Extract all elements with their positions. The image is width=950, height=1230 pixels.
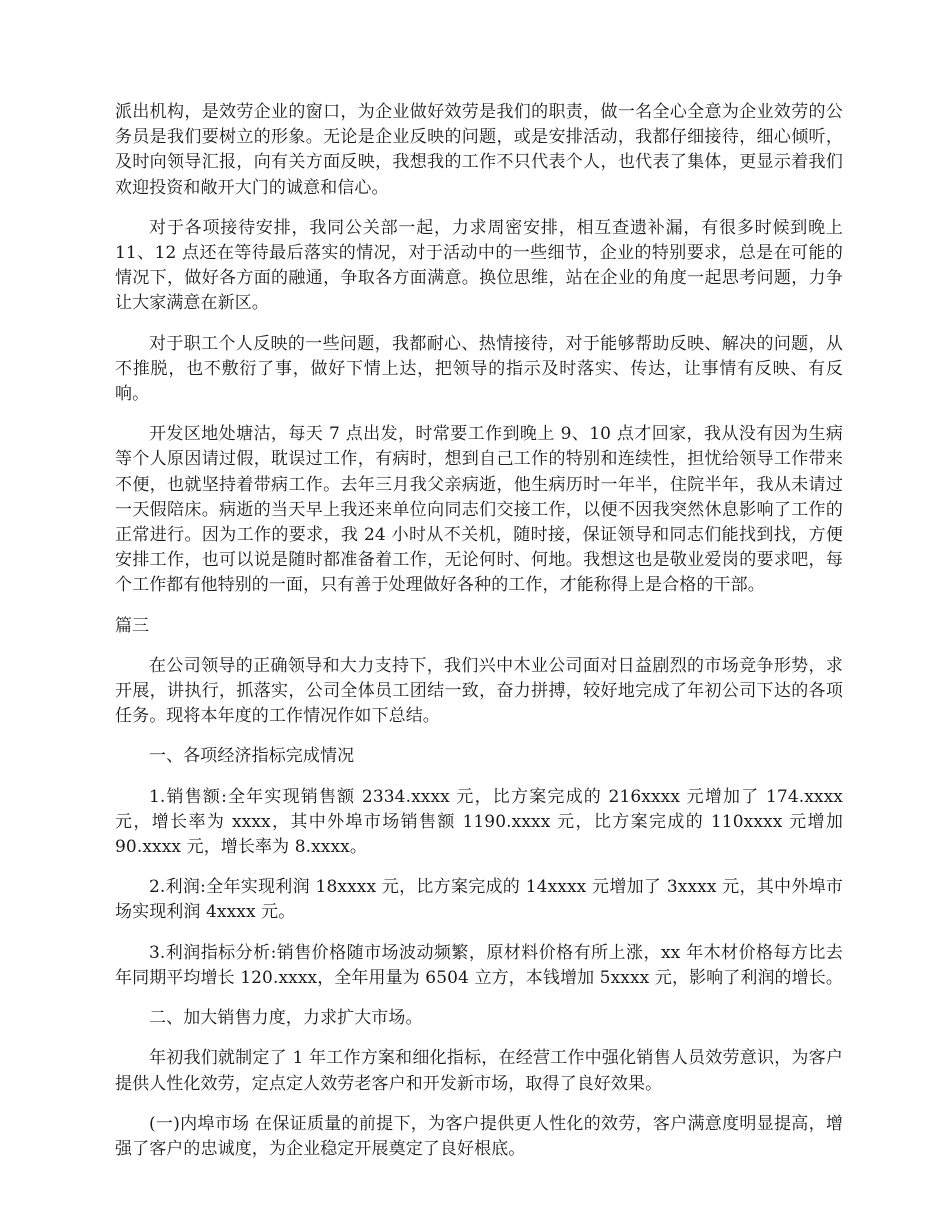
document-page — [115, 100, 843, 1177]
body-paragraph: 1.销售额:全年实现销售额 2334.xxxx 元，比方案完成的 216xxxx 元增加了 174.xxxx 元，增长率为 xxxx，其中外埠市场销售额 1190.xxxx 元，比方案完成的 110xxxx 元增加 90.xxxx 元，增长率为 8.xxxx。 — [115, 786, 843, 858]
body-paragraph: 开发区地处塘沽，每天 7 点出发，时常要工作到晚上 9、10 点才回家，我从没有因为生病等个人原因请过假，耽误过工作，有病时，想到自己工作的特别和连续性，担忧给领导工作带来不便，也就坚持着带病工作。去年三月我父亲病逝，他生病历时一年半，住院半年，我从未请过一天假陪床。病逝的当天早上我还来单位向同志们交接工作，以便不因我突然休息影响了工作的正常进行。因为工作的要求，我 24 小时从不关机，随时接，保证领导和同志们能找到找，方便安排工作，也可以说是随时都准备着工作，无论何时、何地。我想这也是敬业爱岗的要求吧，每个工作都有他特别的一面，只有善于处理做好各种的工作，才能称得上是合格的干部。 — [115, 424, 843, 596]
body-paragraph: 对于职工个人反映的一些问题，我都耐心、热情接待，对于能够帮助反映、解决的问题，从不推脱，也不敷衍了事，做好下情上达，把领导的指示及时落实、传达，让事情有反映、有反响。 — [115, 333, 843, 405]
subsection-heading: 一、各项经济指标完成情况 — [149, 746, 355, 767]
subsection-heading: 二、加大销售力度，力求扩大市场。 — [149, 1008, 423, 1029]
body-paragraph: 在公司领导的正确领导和大力支持下，我们兴中木业公司面对日益剧烈的市场竞争形势，求开展，讲执行，抓落实，公司全体员工团结一致，奋力拼搏，较好地完成了年初公司下达的各项任务。现将本年度的工作情况作如下总结。 — [115, 655, 843, 727]
body-paragraph: 派出机构，是效劳企业的窗口，为企业做好效劳是我们的职责，做一名全心全意为企业效劳的公务员是我们要树立的形象。无论是企业反映的问题，或是安排活动，我都仔细接待，细心倾听，及时向领导汇报，向有关方面反映，我想我的工作不只代表个人，也代表了集体，更显示着我们欢迎投资和敞开大门的诚意和信心。 — [115, 102, 843, 198]
body-paragraph: (一)内埠市场 在保证质量的前提下，为客户提供更人性化的效劳，客户满意度明显提高，增强了客户的忠诚度，为企业稳定开展奠定了良好根底。 — [115, 1113, 843, 1159]
body-paragraph: 2.利润:全年实现利润 18xxxx 元，比方案完成的 14xxxx 元增加了 3xxxx 元，其中外埠市场实现利润 4xxxx 元。 — [115, 877, 843, 923]
section-heading: 篇三 — [115, 615, 150, 636]
body-paragraph: 年初我们就制定了 1 年工作方案和细化指标，在经营工作中强化销售人员效劳意识，为客户提供人性化效劳，定点定人效劳老客户和开发新市场，取得了良好效果。 — [115, 1048, 843, 1094]
body-paragraph: 3.利润指标分析:销售价格随市场波动频繁，原材料价格有所上涨，xx 年木材价格每方比去年同期平均增长 120.xxxx，全年用量为 6504 立方，本钱增加 5xxxx 元，影响了利润的增长。 — [115, 942, 843, 988]
body-paragraph: 对于各项接待安排，我同公关部一起，力求周密安排，相互查遗补漏，有很多时候到晚上 11、12 点还在等待最后落实的情况，对于活动中的一些细节，企业的特别要求，总是在可能的情况下，做好各方面的融通，争取各方面满意。换位思维，站在企业的角度一起思考问题，力争让大家满意在新区。 — [115, 217, 843, 314]
